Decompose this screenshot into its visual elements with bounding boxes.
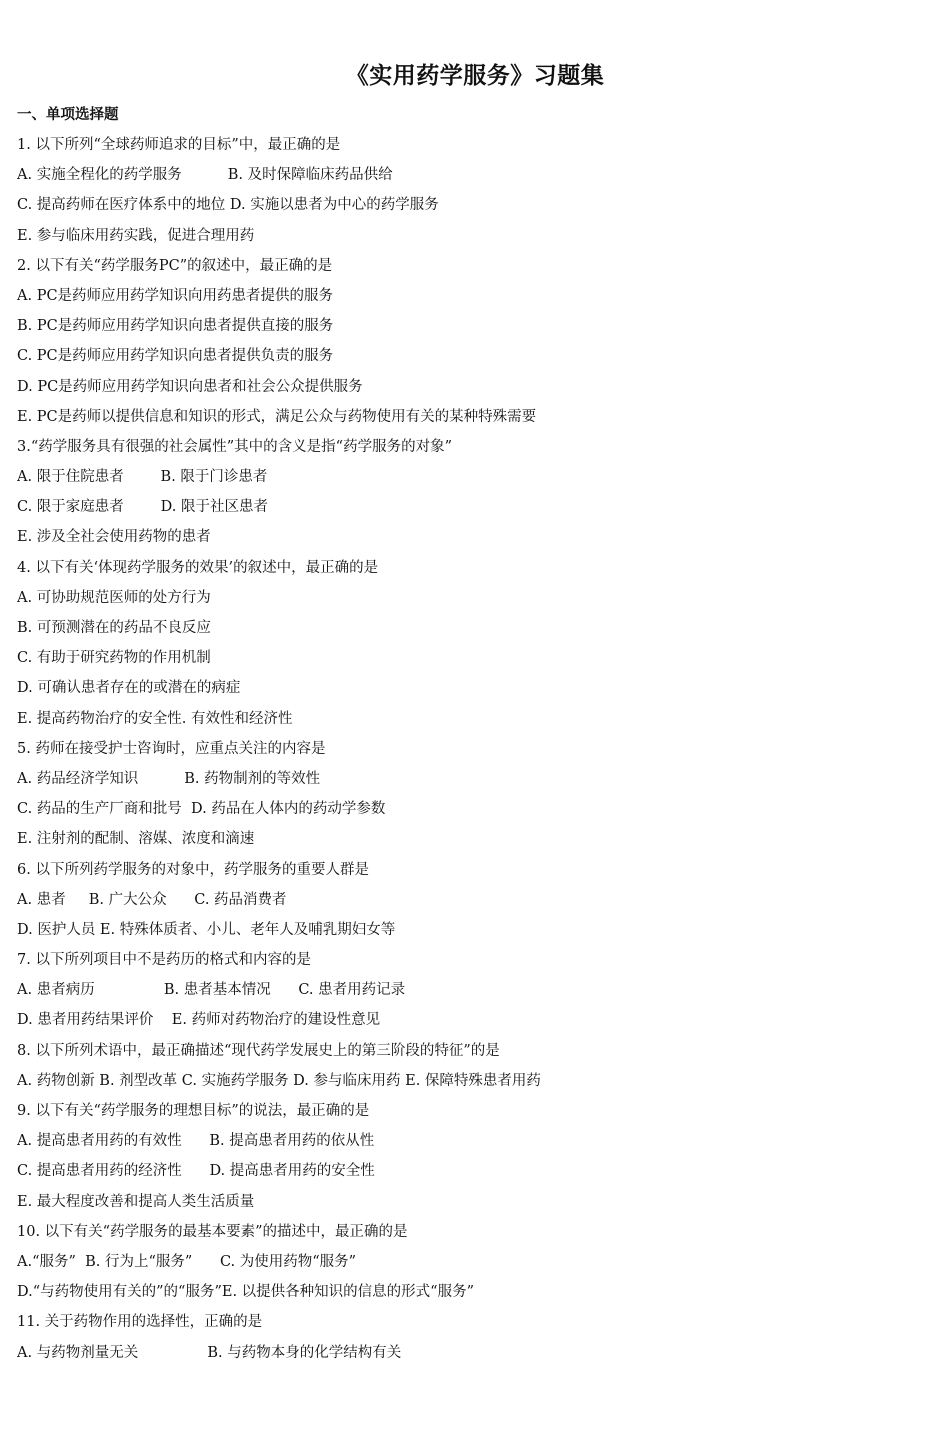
answer-options: A. 与药物剂量无关 B. 与药物本身的化学结构有关: [17, 1344, 402, 1361]
answer-options: E. 注射剂的配制、溶媒、浓度和滴速: [17, 831, 255, 848]
answer-options: E. 提高药物治疗的安全性. 有效性和经济性: [17, 710, 293, 727]
question-stem: 8. 以下所列术语中，最正确描述“现代药学发展史上的第三阶段的特征”的是: [17, 1042, 500, 1059]
answer-options: C. 提高患者用药的经济性 D. 提高患者用药的安全性: [17, 1163, 375, 1180]
answer-options: D. PC是药师应用药学知识向患者和社会公众提供服务: [17, 378, 363, 395]
question-stem: 6. 以下所列药学服务的对象中，药学服务的重要人群是: [17, 861, 369, 878]
answer-options: C. 限于家庭患者 D. 限于社区患者: [17, 499, 268, 516]
question-stem: 2. 以下有关“药学服务PC”的叙述中，最正确的是: [17, 257, 333, 274]
answer-options: A. 提高患者用药的有效性 B. 提高患者用药的依从性: [17, 1133, 375, 1150]
answer-options: D. 医护人员 E. 特殊体质者、小儿、老年人及哺乳期妇女等: [17, 921, 396, 938]
answer-options: A. PC是药师应用药学知识向用药患者提供的服务: [17, 287, 334, 304]
question-stem: 10. 以下有关“药学服务的最基本要素”的描述中，最正确的是: [17, 1223, 408, 1240]
answer-options: A. 实施全程化的药学服务 B. 及时保障临床药品供给: [17, 167, 393, 184]
section-heading: 一、单项选择题: [17, 107, 119, 123]
answer-options: C. 药品的生产厂商和批号 D. 药品在人体内的药动学参数: [17, 801, 386, 818]
answer-options: E. 最大程度改善和提高人类生活质量: [17, 1193, 255, 1210]
answer-options: D. 患者用药结果评价 E. 药师对药物治疗的建设性意见: [17, 1012, 381, 1029]
answer-options: E. 涉及全社会使用药物的患者: [17, 529, 211, 546]
question-stem: 1. 以下所列“全球药师追求的目标”中，最正确的是: [17, 137, 341, 153]
question-stem: 11. 关于药物作用的选择性，正确的是: [17, 1314, 263, 1331]
question-stem: 7. 以下所列项目中不是药历的格式和内容的是: [17, 952, 311, 969]
question-stem: 9. 以下有关“药学服务的理想目标”的说法，最正确的是: [17, 1103, 370, 1119]
question-stem: 3.“药学服务具有很强的社会属性”其中的含义是指“药学服务的对象”: [17, 438, 452, 455]
answer-options: A. 患者病历 B. 患者基本情况 C. 患者用药记录: [17, 982, 406, 999]
question-stem: 5. 药师在接受护士咨询时，应重点关注的内容是: [17, 740, 326, 757]
answer-options: A. 药品经济学知识 B. 药物制剂的等效性: [17, 770, 321, 787]
question-stem: 4. 以下有关‘体现药学服务的效果’的叙述中，最正确的是: [17, 559, 379, 576]
answer-options: C. 有助于研究药物的作用机制: [17, 650, 211, 667]
answer-options: A.“服务” B. 行为上“服务” C. 为使用药物“服务”: [17, 1253, 357, 1270]
answer-options: E. PC是药师以提供信息和知识的形式，满足公众与药物使用有关的某种特殊需要: [17, 408, 537, 425]
answer-options: C. 提高药师在医疗体系中的地位 D. 实施以患者为中心的药学服务: [17, 197, 439, 214]
answer-options: A. 可协助规范医师的处方行为: [17, 589, 211, 606]
answer-options: D. 可确认患者存在的或潜在的病症: [17, 680, 241, 697]
answer-options: A. 限于住院患者 B. 限于门诊患者: [17, 469, 268, 486]
answer-options: B. 可预测潜在的药品不良反应: [17, 620, 211, 636]
answer-options: B. PC是药师应用药学知识向患者提供直接的服务: [17, 318, 334, 335]
answer-options: E. 参与临床用药实践，促进合理用药: [17, 227, 255, 244]
document-title: 《实用药学服务》习题集: [345, 63, 605, 89]
answer-options: C. PC是药师应用药学知识向患者提供负责的服务: [17, 348, 334, 365]
answer-options: A. 患者 B. 广大公众 C. 药品消费者: [17, 891, 287, 908]
answer-options: D.“与药物使用有关的”的“服务”E. 以提供各种知识的信息的形式“服务”: [17, 1284, 474, 1301]
answer-options: A. 药物创新 B. 剂型改革 C. 实施药学服务 D. 参与临床用药 E. 保障特殊患者用药: [17, 1072, 541, 1089]
question-list: [17, 133, 937, 1371]
